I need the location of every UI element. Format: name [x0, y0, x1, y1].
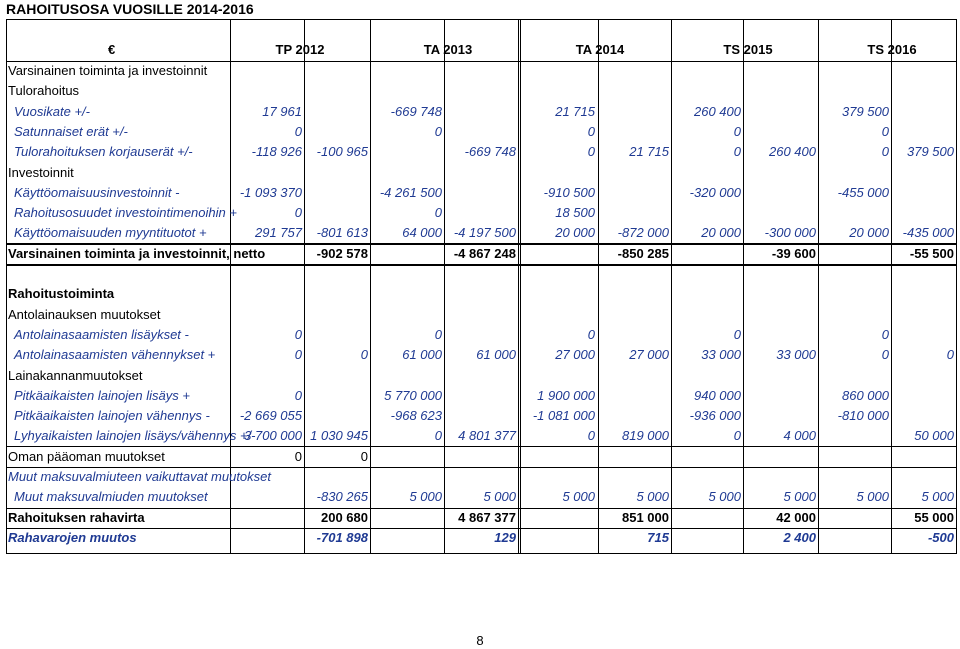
row-value: 291 757: [255, 225, 302, 241]
row-value: 20 000: [555, 225, 595, 241]
row-value: -1 081 000: [532, 408, 595, 424]
row-label: Tulorahoitus: [8, 83, 80, 99]
row-value: -300 000: [764, 225, 816, 241]
row-value: 5 000: [636, 489, 669, 505]
row-value: -320 000: [689, 184, 741, 200]
row-value: 0: [360, 448, 368, 464]
row-label: Satunnaiset erät +/-: [14, 123, 128, 139]
row-value: 129: [494, 529, 516, 545]
row-label: Varsinainen toiminta ja investoinnit: [8, 63, 208, 78]
grid-row-line: [6, 264, 957, 266]
row-value: 0: [733, 123, 741, 139]
row-value: 5 770 000: [384, 387, 442, 403]
row-value: 33 000: [776, 347, 816, 363]
row-value: 0: [434, 205, 442, 221]
column-header: TP 2012: [275, 42, 325, 57]
page-number: 8: [476, 633, 484, 648]
row-value: 0: [434, 428, 442, 444]
grid-column-line: [671, 19, 672, 554]
row-label: Rahoitustoiminta: [8, 286, 115, 302]
row-label: Oman pääoman muutokset: [8, 448, 165, 464]
row-value: 1 030 945: [310, 428, 368, 444]
row-label: Vuosikate +/-: [14, 103, 91, 119]
row-value: 20 000: [701, 225, 741, 241]
row-value: 27 000: [555, 347, 595, 363]
row-value: 5 000: [562, 489, 595, 505]
row-value: 200 680: [321, 509, 368, 525]
row-value: 860 000: [842, 387, 889, 403]
grid-column-line: [370, 19, 371, 554]
row-value: 33 000: [701, 347, 741, 363]
row-value: -435 000: [902, 225, 954, 241]
row-label: Tulorahoituksen korjauserät +/-: [14, 144, 193, 160]
row-label: Antolainasaamisten lisäykset -: [14, 326, 189, 342]
row-value: 4 801 377: [458, 428, 516, 444]
row-value: 0: [733, 144, 741, 160]
row-value: -100 965: [316, 144, 368, 160]
row-value: -118 926: [251, 144, 302, 160]
row-value: 0: [294, 123, 302, 139]
row-label: Lainakannanmuutokset: [8, 367, 143, 383]
row-value: 1 900 000: [537, 387, 595, 403]
grid-column-line: [891, 19, 892, 554]
column-header: TA 2014: [575, 42, 625, 57]
row-value: 27 000: [629, 347, 669, 363]
row-value: -801 613: [316, 225, 368, 241]
row-value: -830 265: [316, 489, 368, 505]
row-value: 61 000: [476, 347, 516, 363]
row-value: -669 748: [464, 144, 516, 160]
row-value: 0: [733, 326, 741, 342]
row-value: 0: [587, 144, 595, 160]
row-value: 61 000: [402, 347, 442, 363]
row-value: 2 400: [783, 529, 816, 545]
row-value: -500: [927, 529, 954, 545]
row-value: -936 000: [689, 408, 741, 424]
row-value: -55 500: [909, 245, 954, 261]
row-label: Rahoitusosuudet investointimenoihin +: [14, 205, 237, 221]
row-value: 21 715: [629, 144, 669, 160]
row-value: -4 261 500: [379, 184, 442, 200]
row-value: 18 500: [555, 205, 595, 221]
row-value: -2 669 055: [239, 408, 302, 424]
row-value: -701 898: [316, 529, 368, 545]
row-value: 260 400: [694, 103, 741, 119]
row-value: 5 000: [783, 489, 816, 505]
row-value: 0: [294, 347, 302, 363]
row-value: -4 867 248: [453, 245, 516, 261]
row-label: Lyhyaikaisten lainojen lisäys/vähennys +/-: [14, 428, 256, 444]
grid-column-line: [743, 19, 744, 554]
document-title: RAHOITUSOSA VUOSILLE 2014-2016: [6, 1, 254, 17]
row-value: 940 000: [694, 387, 741, 403]
row-value: -850 285: [617, 245, 669, 261]
row-label: Pitkäaikaisten lainojen vähennys -: [14, 408, 210, 424]
row-value: 379 500: [907, 144, 954, 160]
row-value: 379 500: [842, 103, 889, 119]
row-label: Muut maksuvalmiuteen vaikuttavat muutokset: [8, 469, 272, 484]
column-header: TS 2015: [723, 42, 773, 57]
row-label: Antolainauksen muutokset: [8, 306, 161, 322]
row-value: 64 000: [402, 225, 442, 241]
grid-column-double-line: [518, 19, 521, 554]
row-label: Käyttöomaisuusinvestoinnit -: [14, 184, 180, 200]
row-value: 0: [881, 144, 889, 160]
row-value: 0: [733, 428, 741, 444]
row-value: 0: [360, 347, 368, 363]
row-label: Antolainasaamisten vähennykset +: [14, 347, 216, 363]
row-value: 851 000: [622, 509, 669, 525]
row-value: 0: [881, 347, 889, 363]
row-value: 5 000: [409, 489, 442, 505]
row-label: Käyttöomaisuuden myyntituotot +: [14, 225, 207, 241]
row-value: 4 000: [783, 428, 816, 444]
row-value: 5 000: [708, 489, 741, 505]
row-value: -910 500: [543, 184, 595, 200]
row-value: 0: [587, 123, 595, 139]
row-value: 55 000: [914, 509, 954, 525]
row-value: 42 000: [776, 509, 816, 525]
row-value: -455 000: [837, 184, 889, 200]
row-value: -669 748: [390, 103, 442, 119]
grid-column-line: [818, 19, 819, 554]
row-value: 0: [881, 326, 889, 342]
row-label: Muut maksuvalmiuden muutokset: [14, 489, 208, 505]
column-header: TA 2013: [423, 42, 473, 57]
row-label: Rahoituksen rahavirta: [8, 509, 145, 525]
row-value: -39 600: [771, 245, 816, 261]
row-value: 715: [647, 529, 669, 545]
currency-label: €: [108, 42, 116, 57]
row-label: Rahavarojen muutos: [8, 529, 137, 545]
row-value: -4 197 500: [453, 225, 516, 241]
row-value: 5 000: [921, 489, 954, 505]
row-value: -1 093 370: [239, 184, 302, 200]
row-value: 260 400: [769, 144, 816, 160]
row-value: 0: [434, 123, 442, 139]
row-label: Varsinainen toiminta ja investoinnit, netto: [8, 245, 266, 261]
column-header: TS 2016: [867, 42, 917, 57]
row-value: 0: [294, 448, 302, 464]
row-value: -872 000: [617, 225, 669, 241]
row-value: 0: [587, 326, 595, 342]
row-value: 0: [294, 205, 302, 221]
row-value: 5 000: [856, 489, 889, 505]
row-value: 0: [946, 347, 954, 363]
row-value: 50 000: [914, 428, 954, 444]
row-value: -968 623: [390, 408, 442, 424]
row-value: 0: [294, 387, 302, 403]
row-value: -902 578: [316, 245, 368, 261]
grid-column-line: [444, 19, 445, 554]
row-value: 5 000: [483, 489, 516, 505]
row-label: Pitkäaikaisten lainojen lisäys +: [14, 387, 190, 403]
row-value: 819 000: [622, 428, 669, 444]
row-value: 20 000: [849, 225, 889, 241]
row-value: -810 000: [837, 408, 889, 424]
row-label: Investoinnit: [8, 164, 74, 180]
row-value: 21 715: [555, 103, 595, 119]
grid-column-line: [598, 19, 599, 554]
row-value: 0: [881, 123, 889, 139]
row-value: 0: [434, 326, 442, 342]
row-value: 4 867 377: [458, 509, 516, 525]
row-value: 17 961: [262, 103, 302, 119]
row-value: 0: [294, 326, 302, 342]
row-value: 0: [587, 428, 595, 444]
row-value: 3 700 000: [244, 428, 302, 444]
